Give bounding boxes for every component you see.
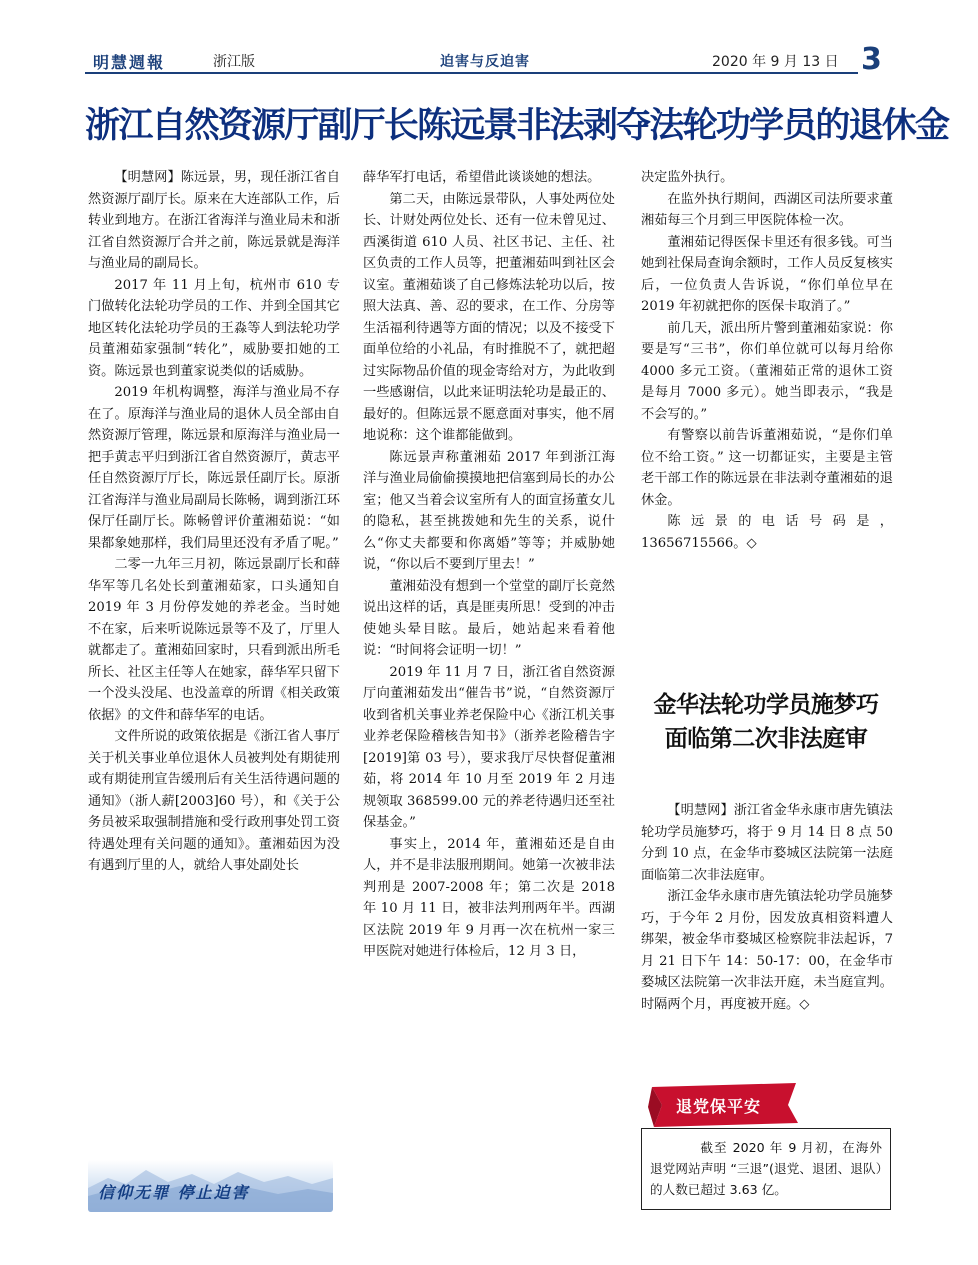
page-number: 3 — [861, 42, 882, 77]
paragraph: 薛华军打电话，希望借此谈谈她的想法。 — [363, 170, 601, 185]
slogan-banner — [88, 1160, 333, 1212]
masthead-rule — [85, 72, 858, 74]
issue-date: 2020 年 9 月 13 日 — [712, 54, 839, 70]
paper-name: 明慧週報 — [93, 53, 166, 72]
second-article-headline — [641, 688, 891, 756]
headline-line-2: 面临第二次非法庭审 — [664, 726, 868, 752]
paragraph: 2019 年机构调整，海洋与渔业局不存在了。原海洋与渔业局的退休人员全部由自然资源厅管理，陈远景和原海洋与渔业局一把手黄志平归到浙江省自然资源厅，黄志平任自然资源厅厅长，陈远景任副厅长。原浙江省海洋与渔业局副局长陈畅，调到浙江环保厅任副厅长。陈畅曾评价董湘茹说：“如果都象她那样，我们局里还没有矛盾了呢。” — [88, 385, 340, 551]
article-column-1 — [88, 167, 340, 877]
paragraph: 【明慧网】浙江省金华永康市唐先镇法轮功学员施梦巧，将于 9 月 14 日 8 点 50 分到 10 点，在金华市婺城区法院第一法庭面临第二次非法庭审。 — [641, 803, 893, 883]
masthead — [85, 42, 888, 78]
ribbon-label: 退党保平安 — [676, 1097, 762, 1116]
article-column-3 — [641, 167, 893, 554]
paragraph: 【明慧网】陈远景，男，现任浙江省自然资源厅副厅长。原来在大连部队工作，后转业到地方。在浙江省海洋与渔业局未和浙江省自然资源厅合并之前，陈远景就是海洋与渔业局的副局长。 — [88, 170, 340, 271]
article-column-2 — [363, 167, 615, 963]
paragraph: 陈远景的电话号码是，13656715566。◇ — [641, 514, 893, 551]
paragraph: 董湘茹记得医保卡里还有很多钱。可当她到社保局查询余额时，工作人员反复核实后，一位负责人告诉说，“你们单位早在 2019 年初就把你的医保卡取消了。” — [641, 234, 893, 314]
paragraph: 2019 年 11 月 7 日，浙江省自然资源厅向董湘茹发出“催告书”说，“自然资源厅收到省机关事业养老保险中心《浙江机关事业养老保险稽核告知书》（浙养老险稽告字[2019]第 03 号），要求我厅尽快督促董湘茹，将 2014 年 10 月至 2019 年 2 月违规领取 368599.00 元的养老待遇归还至社保基金。” — [363, 664, 615, 830]
notice-box — [641, 1128, 891, 1210]
edition-label: 浙江版 — [213, 54, 255, 70]
paragraph: 2017 年 11 月上旬，杭州市 610 专门做转化法轮功学员的工作、并到全国其它地区转化法轮功学员的王淼等人到法轮功学员董湘茹家强制“转化”，威胁要扣她的工资。陈远景也到董家说类似的话威胁。 — [88, 277, 340, 379]
paragraph: 二零一九年三月初，陈远景副厅长和薛华军等几名处长到董湘茹家，口头通知自 2019 年 3 月份停发她的养老金。当时她不在家，后来听说陈远景等不及了，厅里人就都走了。董湘茹回家时，只看到派出所毛所长、社区主任等人在她家，薛华军只留下一个没头没尾、也没盖章的所谓《相关政策依据》的文件和薛华军的电话。 — [88, 557, 340, 723]
paragraph: 前几天，派出所片警到董湘茹家说：你要是写“三书”，你们单位就可以每月给你 4000 多元工资。（董湘茹正常的退休工资是每月 7000 多元）。她当即表示，“我是不会写的。” — [641, 320, 893, 422]
paragraph: 决定监外执行。 — [641, 170, 734, 185]
paragraph: 陈远景声称董湘茹 2017 年到浙江海洋与渔业局偷偷摸摸地把信塞到局长的办公室；他又当着会议室所有人的面宣扬董女儿的隐私，甚至挑拨她和先生的关系，说什么“你丈夫都要和你离婚”等等；并威胁她说，“你以后不要到厅里去！” — [363, 449, 615, 572]
slogan-text: 信仰无罪 停止迫害 — [98, 1183, 250, 1202]
second-article-body — [641, 800, 893, 1015]
paragraph: 董湘茹没有想到一个堂堂的副厅长竟然说出这样的话，真是匪夷所思！受到的冲击使她头晕目眩。最后，她站起来看着他说：“时间将会证明一切！” — [363, 578, 615, 658]
notice-text: 截至 2020 年 9 月初，在海外退党网站声明 “三退”(退党、退团、退队）的人数已超过 3.63 亿。 — [650, 1140, 882, 1197]
paragraph: 事实上，2014 年，董湘茹还是自由人，并不是非法服刑期间。她第一次被非法判刑是 2007-2008 年；第二次是 2018 年 10 月 11 日，被非法判刑两年半。西湖区法院 2019 年 9 月再一次在杭州一家三甲医院对她进行体检后，12 月 3 日， — [363, 836, 615, 959]
paragraph: 第二天，由陈远景带队，人事处两位处长、计财处两位处长、还有一位未曾见过、西溪街道 610 人员、社区书记、主任、社区负责的工作人员等，把董湘茹叫到社区会议室。董湘茹谈了自己修炼法轮功以后，按照大法真、善、忍的要求，在工作、分房等生活福利待遇等方面的情况；以及不接受下面单位给的小礼品，有时推脱不了，就把超过实际物品价值的现金寄给对方，为此收到一些感谢信，以此来证明法轮功是最正的、最好的。但陈远景不愿意面对事实，他不屑地说称：这个谁都能做到。 — [363, 191, 615, 443]
article-headline: 浙江自然资源厅副厅长陈远景非法剥夺法轮功学员的退休金 — [85, 106, 949, 146]
paragraph: 有警察以前告诉董湘茹说，“是你们单位不给工资。” 这一切都证实，主要是主管老干部工作的陈远景在非法剥夺董湘茹的退休金。 — [641, 428, 893, 508]
paragraph: 浙江金华永康市唐先镇法轮功学员施梦巧，于今年 2 月份，因发放真相资料遭人绑架，被金华市婺城区检察院非法起诉，7 月 21 日下午 14：50-17：00，在金华市婺城区法院第一次非法开庭，未当庭宣判。时隔两个月，再度被开庭。◇ — [641, 889, 893, 1012]
paragraph: 文件所说的政策依据是《浙江省人事厅关于机关事业单位退休人员被判处有期徒刑或有期徒刑宣告缓刑后有关生活待遇问题的通知》（浙人薪[2003]60 号），和《关于公务员被采取强制措施和受行政刑事处罚工资待遇处理有关问题的通知》。董湘茹因为没有遇到厅里的人，就给人事处副处长 — [88, 729, 340, 873]
headline-line-1: 金华法轮功学员施梦巧 — [653, 692, 879, 718]
section-title: 迫害与反迫害 — [440, 54, 530, 70]
paragraph: 在监外执行期间，西湖区司法所要求董湘茹每三个月到三甲医院体检一次。 — [641, 191, 893, 228]
